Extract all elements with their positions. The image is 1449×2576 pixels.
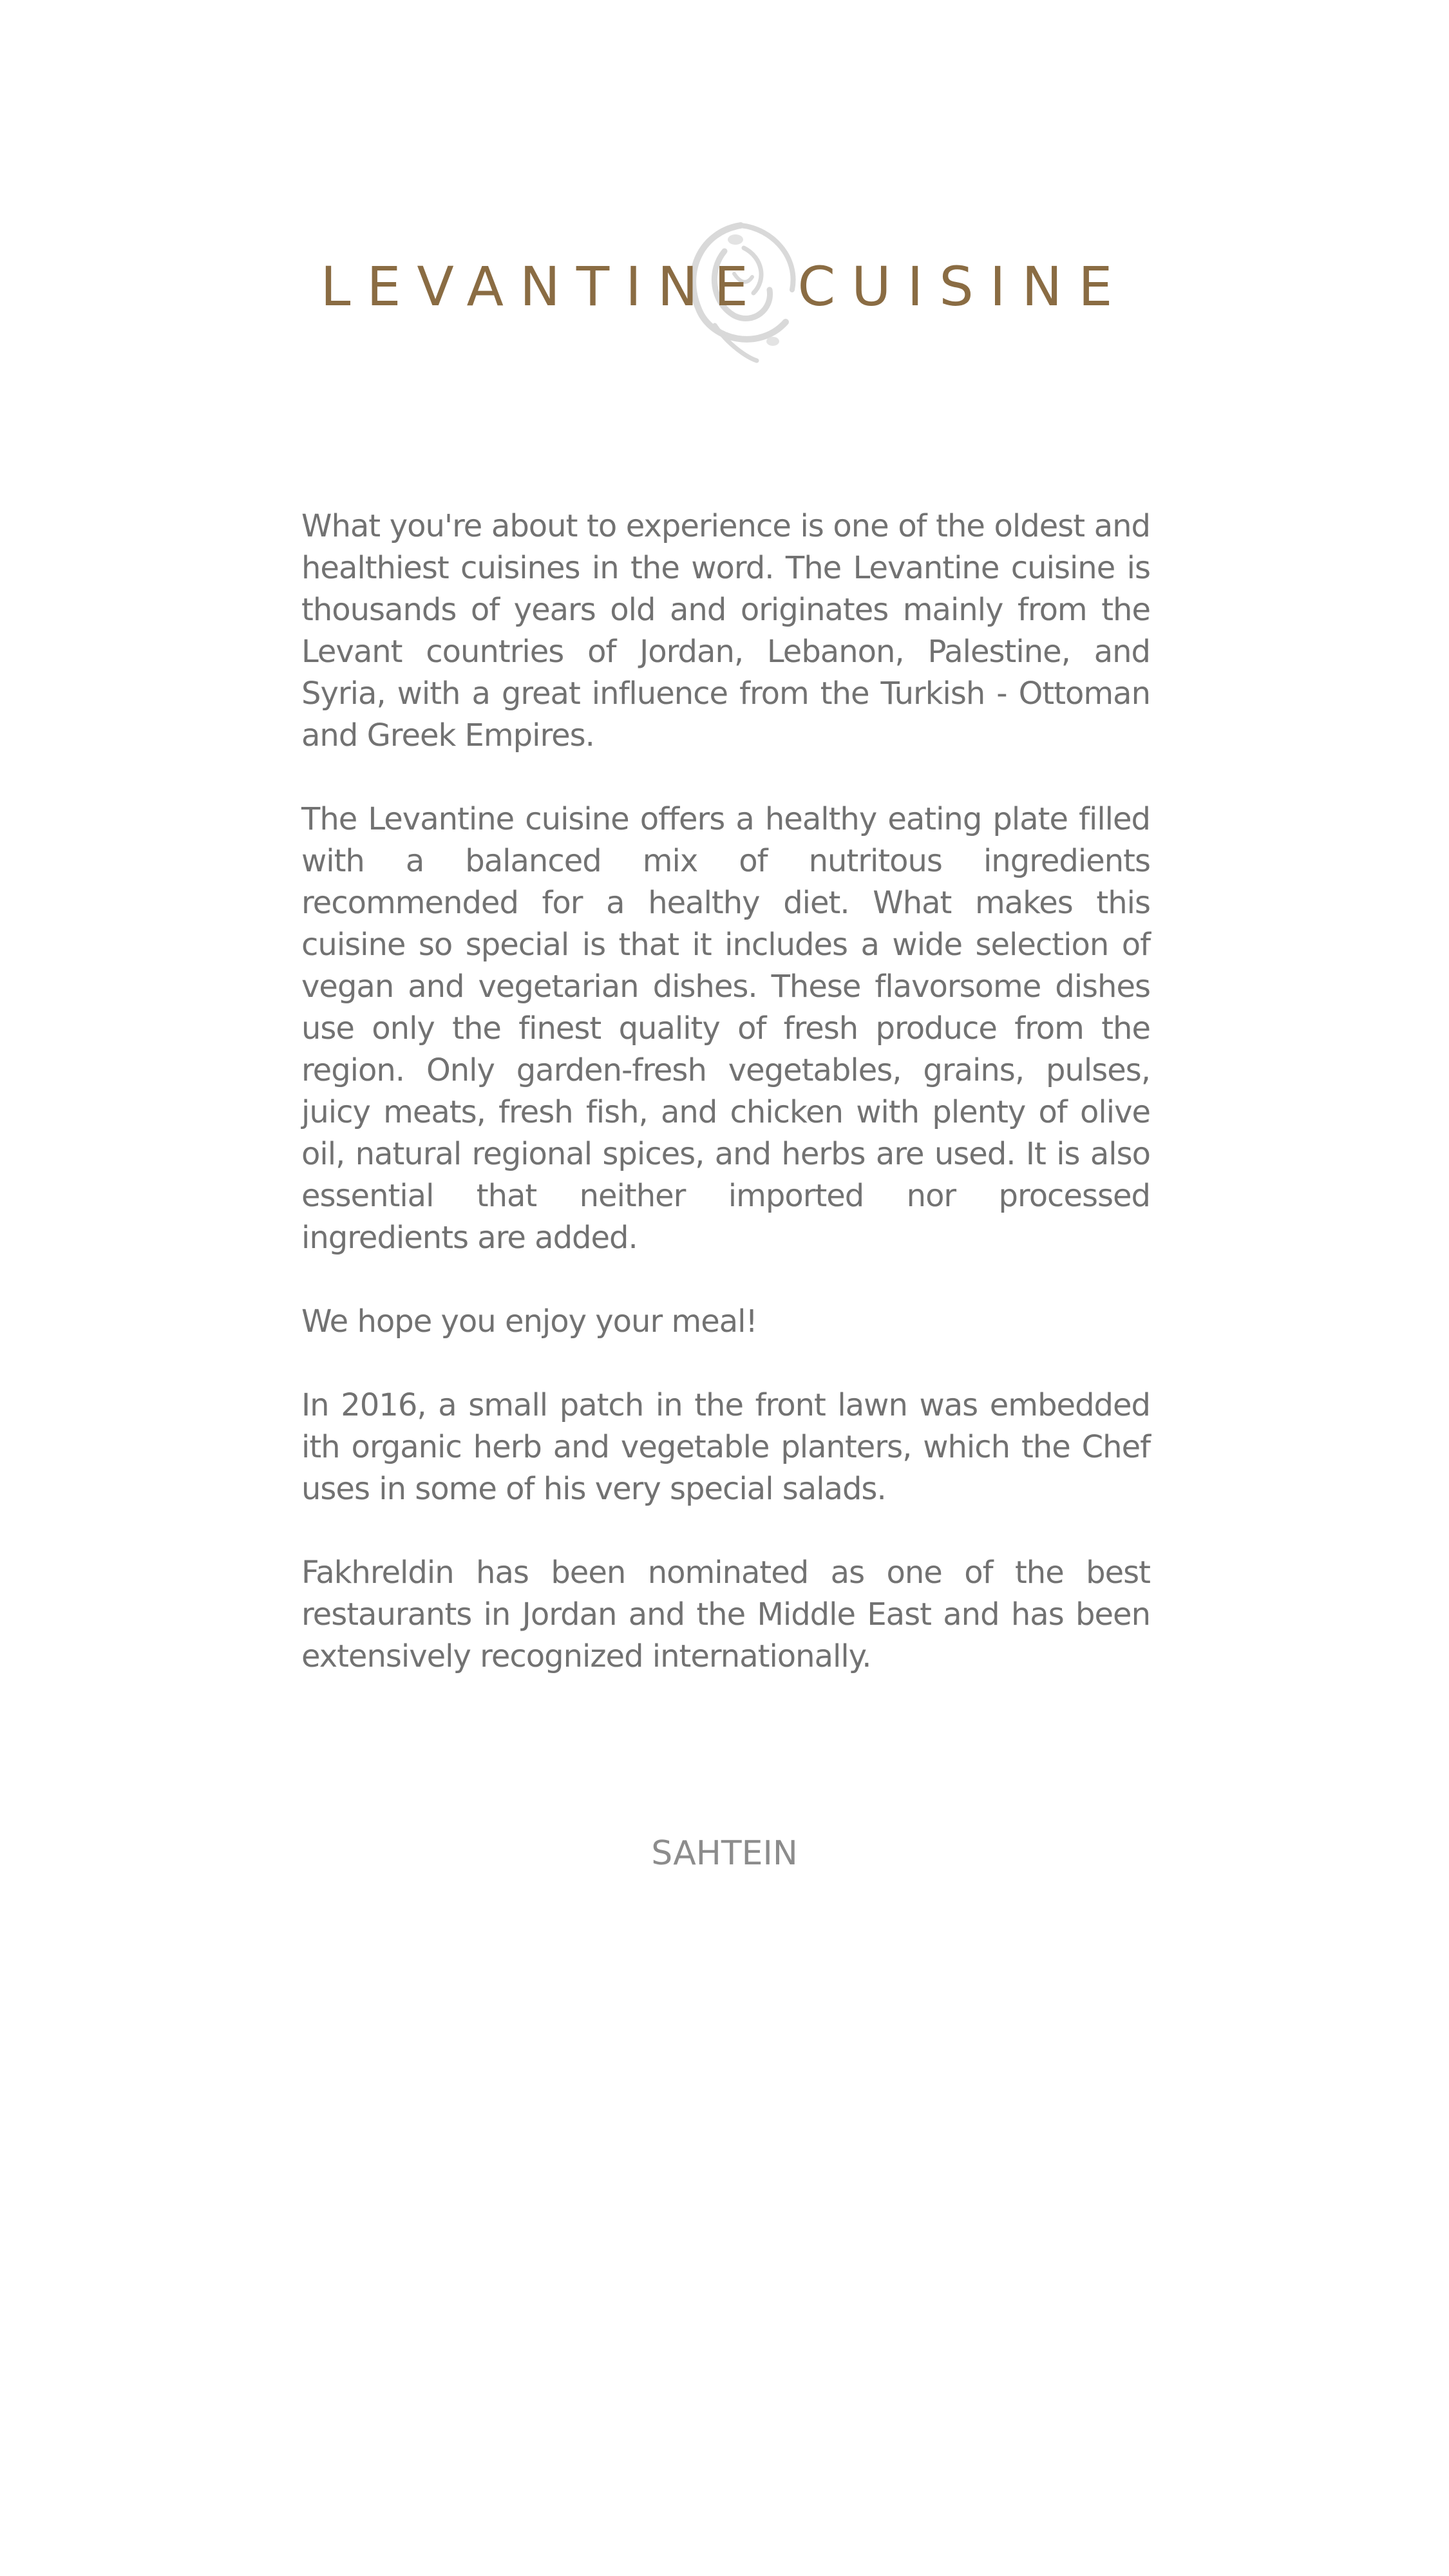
- intro-paragraph: The Levantine cuisine offers a healthy eating plate filled with a balanced mix of nutritous ingredients recommended for a healthy diet. What makes this cuisine so special is that it includes a wide selection of vegan and vegetarian dishes. These flavorsome dishes use only the finest quality of fresh produce from the region. Only garden-fresh vegetables, grains, pulses, juicy meats, fresh fish, and chicken with plenty of olive oil, natural regional spices, and herbs are used. It is also essential that neither imported nor processed ingredients are added.: [301, 801, 1150, 1256]
- intro-paragraph: We hope you enjoy your meal!: [301, 1303, 757, 1340]
- intro-text: [301, 506, 1150, 1719]
- intro-paragraph: Fakhreldin has been nominated as one of the best restaurants in Jordan and the Middle East and has been extensively recognized internationally.: [301, 1555, 1150, 1674]
- signature-text: SAHTEIN: [651, 1834, 798, 1873]
- intro-paragraph: In 2016, a small patch in the front lawn was embedded ith organic herb and vegetable planters, which the Chef uses in some of his very special salads.: [301, 1387, 1150, 1507]
- intro-paragraph: What you're about to experience is one of the oldest and healthiest cuisines in the word. The Levantine cuisine is thousands of years old and originates mainly from the Levant countries of Jordan, Lebanon, Palestine, and Syria, with a great influence from the Turkish - Ottoman and Greek Empires.: [301, 508, 1150, 753]
- page-title: LEVANTINE CUISINE: [320, 255, 1129, 318]
- menu-header: [0, 206, 1449, 374]
